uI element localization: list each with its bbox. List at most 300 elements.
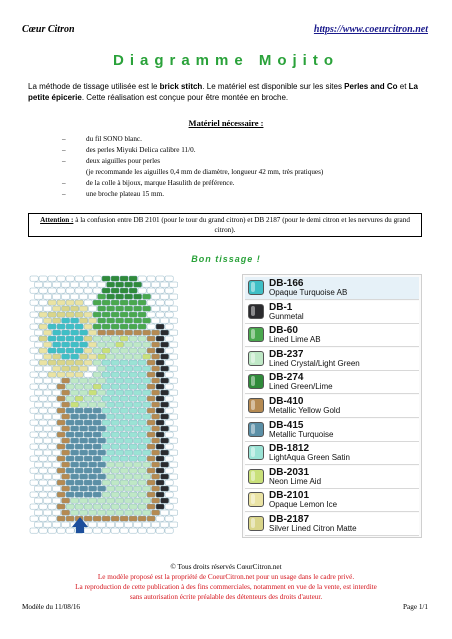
bead (116, 522, 124, 527)
bead (170, 282, 178, 287)
bead (125, 318, 133, 323)
bead (102, 396, 110, 401)
bead (44, 522, 52, 527)
bead (120, 492, 128, 497)
bead (57, 348, 65, 353)
bead (107, 354, 115, 359)
bead (134, 378, 142, 383)
bead (125, 282, 133, 287)
bead (170, 438, 178, 443)
legend-row (245, 489, 419, 512)
bead (75, 408, 83, 413)
bead (35, 378, 43, 383)
bead (35, 498, 43, 503)
model-date: Modèle du 11/08/16 (22, 603, 81, 611)
bead (35, 306, 43, 311)
bead (156, 372, 164, 377)
bead (170, 306, 178, 311)
bead (138, 276, 146, 281)
bead (102, 384, 110, 389)
bead (116, 498, 124, 503)
bead (62, 498, 70, 503)
bead (30, 384, 38, 389)
bead (125, 330, 133, 335)
bead (98, 366, 106, 371)
bead (107, 438, 115, 443)
bead (39, 396, 47, 401)
bead (152, 426, 160, 431)
bead (134, 330, 142, 335)
bead (107, 318, 115, 323)
bead (152, 342, 160, 347)
bead (129, 288, 137, 293)
bead (66, 504, 74, 509)
legend-swatch (248, 422, 264, 437)
bead (62, 426, 70, 431)
legend-name: Lined Lime AB (269, 335, 321, 345)
legend-name: Opaque Lemon Ice (269, 500, 338, 510)
bead (89, 366, 97, 371)
bead (138, 456, 146, 461)
bead (98, 330, 106, 335)
intro-text: La méthode de tissage utilisée est le (28, 82, 160, 91)
bead (170, 414, 178, 419)
bead (98, 450, 106, 455)
bead (89, 354, 97, 359)
legend-swatch (248, 351, 264, 366)
bead (165, 348, 173, 353)
bead (71, 294, 79, 299)
bead (111, 276, 119, 281)
bead (170, 522, 178, 527)
bead (120, 348, 128, 353)
bead (30, 372, 38, 377)
bead (125, 378, 133, 383)
bead (48, 420, 56, 425)
bead (98, 282, 106, 287)
bead (116, 450, 124, 455)
bead (48, 480, 56, 485)
bead (161, 330, 169, 335)
bead (143, 294, 151, 299)
legend-code: DB-2031 (269, 466, 310, 478)
bead (53, 378, 61, 383)
bead (116, 462, 124, 467)
bead (161, 306, 169, 311)
bead (161, 366, 169, 371)
bead (48, 276, 56, 281)
copyright: © Tous droits réservés CœurCitron.net (170, 563, 282, 571)
bead (138, 528, 146, 533)
bead (161, 318, 169, 323)
bead (138, 516, 146, 521)
bead (165, 504, 173, 509)
bead (30, 480, 38, 485)
bead (165, 288, 173, 293)
bead (62, 390, 70, 395)
bead (84, 348, 92, 353)
bead (120, 408, 128, 413)
bead (62, 366, 70, 371)
legend-name: LightAqua Green Satin (269, 453, 350, 463)
bead (66, 384, 74, 389)
legend-row (245, 277, 419, 300)
bead (75, 336, 83, 341)
bead (35, 342, 43, 347)
bead (80, 486, 88, 491)
bead (39, 288, 47, 293)
bead (84, 408, 92, 413)
bead (138, 372, 146, 377)
bead (120, 312, 128, 317)
bead (62, 510, 70, 515)
bead (129, 468, 137, 473)
legend-name: Metallic Turquoise (269, 429, 334, 439)
bead (39, 300, 47, 305)
bead (102, 528, 110, 533)
bead (93, 528, 101, 533)
bead (129, 396, 137, 401)
bead (156, 312, 164, 317)
bead (102, 312, 110, 317)
bead (134, 402, 142, 407)
bead (134, 414, 142, 419)
bead (44, 486, 52, 491)
bead (62, 318, 70, 323)
bead (111, 456, 119, 461)
bead (71, 474, 79, 479)
bead (75, 480, 83, 485)
materials-item: – des perles Miyuki Delica calibre 11/0. (62, 145, 422, 156)
bead (102, 372, 110, 377)
bead (57, 504, 65, 509)
bead (44, 426, 52, 431)
bead (57, 360, 65, 365)
warning-line: Le modèle proposé est la propriété de CoeurCitron.net pour un usage dans le cadre privé. (97, 573, 355, 581)
bead (129, 480, 137, 485)
bead (134, 450, 142, 455)
bead (84, 432, 92, 437)
bead (116, 510, 124, 515)
bead (62, 306, 70, 311)
bead (75, 468, 83, 473)
bead (89, 486, 97, 491)
bead (125, 426, 133, 431)
warning-line: sans autorisation écrite préalable des détenteurs des droits d'auteur. (129, 593, 323, 601)
bead (152, 510, 160, 515)
bead (80, 498, 88, 503)
bead (134, 366, 142, 371)
bead (170, 318, 178, 323)
bead (102, 516, 110, 521)
bead (107, 366, 115, 371)
bead (30, 396, 38, 401)
bead (53, 450, 61, 455)
bead (30, 300, 38, 305)
bead-diagram (28, 275, 188, 535)
bead (35, 318, 43, 323)
bead (39, 324, 47, 329)
bead (125, 474, 133, 479)
bead (134, 318, 142, 323)
bead (98, 378, 106, 383)
bead (53, 282, 61, 287)
bead (111, 468, 119, 473)
bead (107, 498, 115, 503)
bead (120, 384, 128, 389)
bead (48, 300, 56, 305)
bead (57, 528, 65, 533)
bead (120, 276, 128, 281)
bead (147, 516, 155, 521)
bead (57, 492, 65, 497)
bead (147, 276, 155, 281)
bead-grid (28, 275, 188, 535)
legend-swatch (248, 492, 264, 507)
bead (66, 396, 74, 401)
bead (66, 528, 74, 533)
bead (62, 330, 70, 335)
bead (152, 282, 160, 287)
bead (53, 366, 61, 371)
legend-code: DB-1812 (269, 443, 310, 455)
bead (66, 420, 74, 425)
bead (165, 384, 173, 389)
bead (93, 276, 101, 281)
bead (39, 516, 47, 521)
intro-text: . Cette réalisation est conçue pour être montée en broche. (81, 93, 289, 102)
bead (107, 390, 115, 395)
bead (161, 522, 169, 527)
bead (66, 468, 74, 473)
legend-row (245, 419, 419, 442)
bead (35, 282, 43, 287)
bead (161, 414, 169, 419)
bead (165, 480, 173, 485)
bead (89, 498, 97, 503)
bead (80, 474, 88, 479)
bead (143, 306, 151, 311)
bead (170, 342, 178, 347)
bead (129, 528, 137, 533)
bead (138, 504, 146, 509)
bead (84, 468, 92, 473)
bead (53, 318, 61, 323)
bead (84, 384, 92, 389)
warning-line: La reproduction de cette publication à des fins commerciales, notamment en vue de la vente, est interdite (75, 583, 377, 591)
bead (35, 474, 43, 479)
bead (165, 432, 173, 437)
legend-swatch (248, 516, 264, 531)
bead (161, 450, 169, 455)
bead (48, 504, 56, 509)
bead (147, 372, 155, 377)
bead (102, 276, 110, 281)
bead (35, 450, 43, 455)
bead (44, 438, 52, 443)
bead (39, 420, 47, 425)
legend-code: DB-2101 (269, 490, 310, 502)
intro-text: . Le matériel est disponible sur les sites (202, 82, 345, 91)
bead (125, 438, 133, 443)
bead (84, 276, 92, 281)
bead (80, 390, 88, 395)
bead (75, 348, 83, 353)
bead (161, 462, 169, 467)
bead (161, 390, 169, 395)
bead (62, 414, 70, 419)
bead (125, 342, 133, 347)
legend-swatch (248, 280, 264, 295)
bead (156, 324, 164, 329)
bead (116, 390, 124, 395)
bead (93, 288, 101, 293)
bead (116, 414, 124, 419)
bead (111, 396, 119, 401)
bead (39, 348, 47, 353)
bead (93, 360, 101, 365)
bead (84, 444, 92, 449)
bead (66, 312, 74, 317)
bead (147, 420, 155, 425)
bead (120, 324, 128, 329)
bead (125, 450, 133, 455)
bead (75, 324, 83, 329)
site-link[interactable]: https://www.coeurcitron.net (313, 24, 428, 35)
bead (147, 312, 155, 317)
bead (120, 432, 128, 437)
bead (147, 456, 155, 461)
bead (129, 300, 137, 305)
bead (48, 312, 56, 317)
bead (107, 414, 115, 419)
bead (111, 348, 119, 353)
bead (57, 480, 65, 485)
bead (30, 336, 38, 341)
bead (156, 444, 164, 449)
bead (134, 294, 142, 299)
legend-swatch (248, 327, 264, 342)
bead (143, 510, 151, 515)
legend-row (245, 348, 419, 371)
bead (170, 474, 178, 479)
bead (152, 474, 160, 479)
bead (170, 390, 178, 395)
bead (80, 294, 88, 299)
bead (62, 354, 70, 359)
legend-row (245, 442, 419, 465)
bead (62, 378, 70, 383)
bead (98, 474, 106, 479)
bead (165, 276, 173, 281)
bead (111, 336, 119, 341)
bead (89, 318, 97, 323)
bead (98, 342, 106, 347)
bead (71, 318, 79, 323)
bead (98, 306, 106, 311)
bead (161, 474, 169, 479)
bead (53, 510, 61, 515)
bead (107, 486, 115, 491)
bead (80, 330, 88, 335)
bead (57, 336, 65, 341)
bead (93, 468, 101, 473)
bead (71, 390, 79, 395)
bead (134, 462, 142, 467)
bead (116, 342, 124, 347)
bead (48, 372, 56, 377)
bead (53, 486, 61, 491)
bead (120, 516, 128, 521)
bead (66, 444, 74, 449)
materials-item (62, 156, 422, 178)
bead (57, 444, 65, 449)
bead (107, 330, 115, 335)
bead (80, 342, 88, 347)
bead (111, 516, 119, 521)
bead (111, 504, 119, 509)
bead (89, 522, 97, 527)
bead (39, 468, 47, 473)
bead (57, 372, 65, 377)
bead (39, 444, 47, 449)
bead (89, 282, 97, 287)
bead (165, 360, 173, 365)
bead (66, 492, 74, 497)
bead (35, 426, 43, 431)
bead (161, 294, 169, 299)
bead (143, 450, 151, 455)
bead (152, 486, 160, 491)
bead (84, 528, 92, 533)
bead (44, 498, 52, 503)
bead (116, 366, 124, 371)
bead (66, 348, 74, 353)
bead (102, 300, 110, 305)
bead (165, 420, 173, 425)
bead (143, 354, 151, 359)
bead (107, 522, 115, 527)
bead (62, 450, 70, 455)
bead (30, 528, 38, 533)
bead (53, 438, 61, 443)
bead (129, 372, 137, 377)
bead (98, 402, 106, 407)
bead (44, 390, 52, 395)
bead (143, 378, 151, 383)
attention-label: Attention : (40, 216, 74, 224)
bead (125, 414, 133, 419)
bead (116, 282, 124, 287)
bead (152, 390, 160, 395)
bead (57, 432, 65, 437)
bead (66, 360, 74, 365)
bead (93, 336, 101, 341)
legend-row (245, 371, 419, 394)
bead (30, 288, 38, 293)
bead (129, 324, 137, 329)
bead (156, 336, 164, 341)
bead (165, 528, 173, 533)
bead (44, 318, 52, 323)
materials-item: – une broche plateau 15 mm. (62, 189, 422, 200)
bead (71, 414, 79, 419)
bead (89, 294, 97, 299)
bead (75, 432, 83, 437)
legend-swatch (248, 304, 264, 319)
bead (107, 510, 115, 515)
bead (129, 312, 137, 317)
